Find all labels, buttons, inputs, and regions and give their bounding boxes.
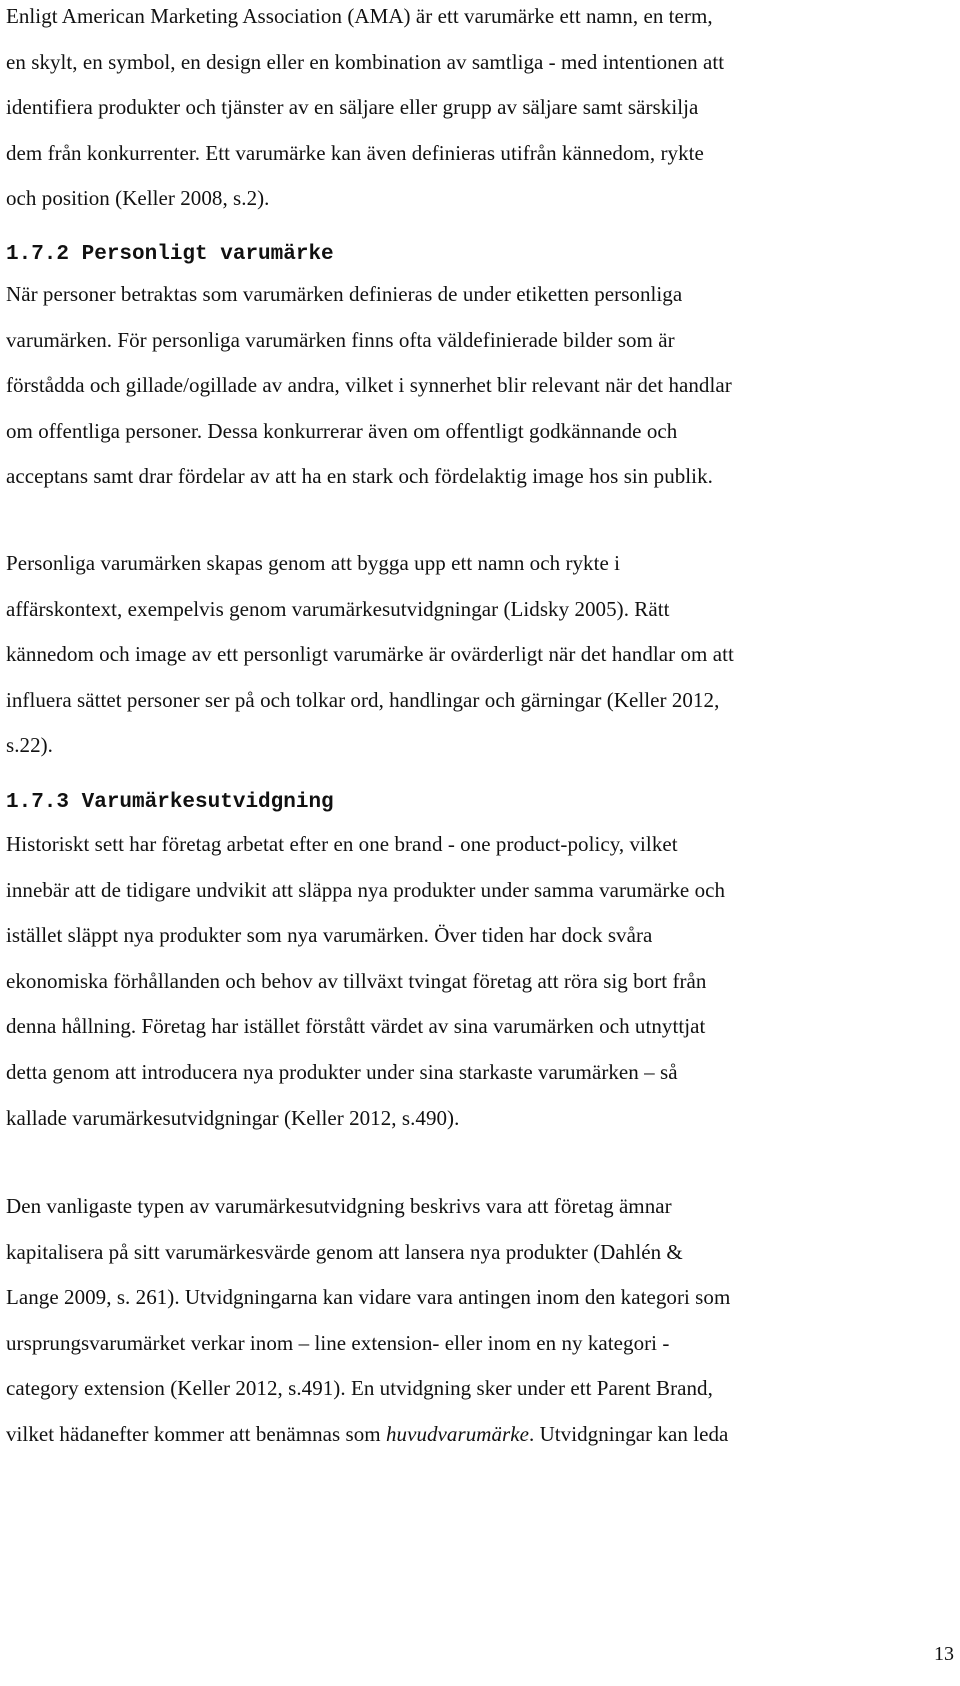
text-line: Lange 2009, s. 261). Utvidgningarna kan vidare vara antingen inom den kategori som — [6, 1285, 731, 1310]
section-heading: 1.7.2 Personligt varumärke — [6, 243, 334, 266]
paragraph-ama-definition — [6, 0, 954, 222]
paragraph-brand-extension-types — [6, 1184, 954, 1458]
text-line: Personliga varumärken skapas genom att bygga upp ett namn och rykte i — [6, 551, 621, 575]
text-line: dem från konkurrenter. Ett varumärke kan även definieras utifrån kännedom, rykte — [6, 140, 704, 165]
text-line: identifiera produkter och tjänster av en säljare eller grupp av säljare samt särskilja — [6, 95, 699, 120]
text-line: kännedom och image av ett personligt varumärke är ovärderligt när det handlar om att — [6, 642, 734, 667]
text-line: acceptans samt drar fördelar av att ha en stark och fördelaktig image hos sin publik. — [6, 464, 713, 489]
text-line: Den vanligaste typen av varumärkesutvidgning beskrivs vara att företag ämnar — [6, 1194, 672, 1218]
text-line: Historiskt sett har företag arbetat efter en one brand - one product-policy, vilket — [6, 832, 678, 856]
text-line: affärskontext, exempelvis genom varumärkesutvidgningar (Lidsky 2005). Rätt — [6, 596, 670, 621]
text-line: innebär att de tidigare undvikit att släppa nya produkter under samma varumärke och — [6, 877, 726, 902]
text-line: category extension (Keller 2012, s.491). En utvidgning sker under ett Parent Brand, — [6, 1376, 713, 1401]
paragraph-brand-extension-history — [6, 822, 954, 1141]
text-line: och position (Keller 2008, s.2). — [6, 186, 270, 211]
page-number: 13 — [934, 1643, 954, 1665]
paragraph-personal-brand-creation — [6, 541, 954, 769]
section-heading-brand-extension — [6, 788, 954, 818]
text-line: När personer betraktas som varumärken definieras de under etiketten personliga — [6, 282, 683, 306]
text-run: vilket hädanefter kommer att benämnas som — [6, 1421, 386, 1446]
text-line: kallade varumärkesutvidgningar (Keller 2012, s.490). — [6, 1105, 460, 1130]
text-line: influera sättet personer ser på och tolkar ord, handlingar och gärningar (Keller 2012, — [6, 687, 720, 712]
text-line: ekonomiska förhållanden och behov av tillväxt tvingat företag att röra sig bort från — [6, 968, 707, 993]
section-heading: 1.7.3 Varumärkesutvidgning — [6, 791, 334, 814]
italic-term: huvudvarumärke — [385, 1421, 529, 1446]
text-line: om offentliga personer. Dessa konkurrerar även om offentligt godkännande och — [6, 418, 678, 443]
text-line: Enligt American Marketing Association (AMA) är ett varumärke ett namn, en term, — [6, 4, 713, 28]
document-page — [6, 0, 954, 1686]
text-line: en skylt, en symbol, en design eller en kombination av samtliga - med intentionen att — [6, 49, 725, 74]
text-line: förstådda och gillade/ogillade av andra, vilket i synnerhet blir relevant när det handlar — [6, 373, 732, 398]
text-run: . Utvidgningar kan leda — [528, 1421, 729, 1446]
text-line: detta genom att introducera nya produkter under sina starkaste varumärken – så — [6, 1059, 678, 1084]
text-line: ursprungsvarumärket verkar inom – line extension- eller inom en ny kategori - — [6, 1330, 670, 1355]
text-line: s.22). — [6, 733, 53, 758]
text-line: kapitalisera på sitt varumärkesvärde genom att lansera nya produkter (Dahlén & — [6, 1239, 683, 1264]
section-heading-personal-brand — [6, 240, 954, 270]
paragraph-personal-brand — [6, 272, 954, 500]
text-line: varumärken. För personliga varumärken finns ofta väldefinierade bilder som är — [6, 327, 675, 352]
text-line: istället släppt nya produkter som nya varumärken. Över tiden har dock svåra — [6, 923, 653, 948]
text-line — [6, 1412, 954, 1458]
text-line: denna hållning. Företag har istället förstått värdet av sina varumärken och utnyttjat — [6, 1014, 706, 1039]
